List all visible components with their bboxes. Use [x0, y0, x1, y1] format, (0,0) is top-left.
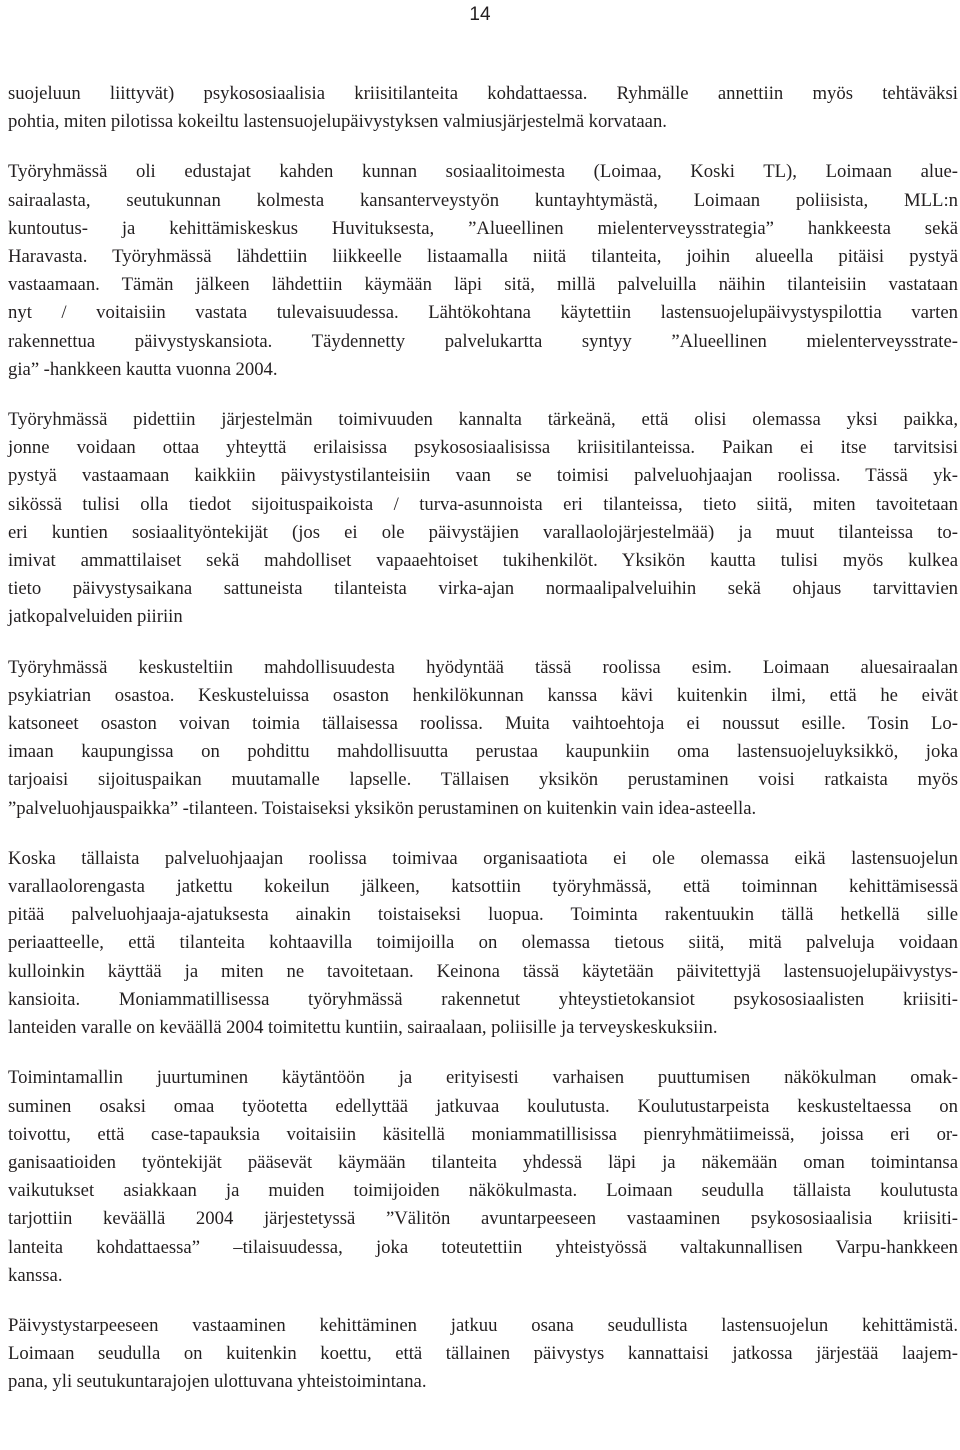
text-line: jonne voidaan ottaa yhteyttä erilaisissa psykososiaalisissa kriisitilanteissa. Paikan ei itse tarvitsisi	[8, 437, 958, 459]
text-line: gia” -hankkeen kautta vuonna 2004.	[8, 358, 278, 380]
text-line: Toimintamallin juurtuminen käytäntöön ja erityisesti varhaisen puuttumisen näkökulman omak-	[8, 1067, 958, 1089]
text-line: suojeluun liittyvät) psykososiaalisia kriisitilanteita kohdattaessa. Ryhmälle annettiin myös tehtäväksi	[8, 83, 958, 104]
text-line: Haravasta. Työryhmässä lähdettiin liikkeelle listaamalla niitä tilanteita, joihin alueella pitäisi pystyä	[8, 246, 958, 268]
text-line: ”palveluohjauspaikka” -tilanteen. Toistaiseksi yksikön perustaminen on kuitenkin vain idea-asteella.	[8, 797, 757, 819]
text-line: Päivystystarpeeseen vastaaminen kehittäminen jatkuu osana seudullista lastensuojelun kehittämistä.	[8, 1314, 958, 1336]
text-line: eri kuntien sosiaalityöntekijät (jos ei ole päivystäjien varallaolojärjestelmää) ja muut tilanteissa to-	[8, 521, 958, 543]
text-line: Työryhmässä keskusteltiin mahdollisuudesta hyödyntää tässä roolissa esim. Loimaan aluesairaalan	[8, 656, 958, 678]
paragraph-working-group-members	[8, 158, 958, 384]
text-line: vaikutukset asiakkaan ja muiden toimijoiden näkökulmasta. Loimaan seudulla tällaista koulutusta	[8, 1180, 958, 1202]
text-line: pohtia, miten pilotissa kokeiltu lastensuojelupäivystyksen valmiusjärjestelmä korvataan.	[8, 111, 667, 133]
text-line: varallaolorengasta jatkettu kokeilun jälkeen, katsottiin työryhmässä, että toiminnan kehittämisessä	[8, 876, 958, 898]
paragraph-single-contact-point	[8, 406, 958, 632]
paragraph-intro	[8, 80, 958, 136]
text-line: kulloinkin käyttää ja miten ne tavoitetaan. Keinona tässä käytetään päivitettyjä lastensuojelupäivystys-	[8, 960, 958, 982]
text-line: tarjoaisi sijoituspaikan muutamalle lapselle. Tällaisen yksikön perustaminen voisi ratkaista myös	[8, 769, 958, 791]
text-line: vastaamaan. Tämän jälkeen lähdettiin käymään läpi sitä, millä palveluilla näihin tilanteisiin vastataan	[8, 274, 958, 296]
text-line: imivat ammattilaiset sekä mahdolliset vapaaehtoiset tukihenkilöt. Yksikön kautta tulisi myös kulkea	[8, 550, 958, 572]
paragraph-contact-folders	[8, 845, 958, 1042]
text-line: nyt / voitaisiin vastata tulevaisuudessa. Lähtökohtana käytettiin lastensuojelupäivystyspilottia varten	[8, 302, 958, 324]
text-line: kansioita. Moniammatillisessa työryhmässä rakennetut yhteystietokansiot psykososiaalisten kriisiti-	[8, 988, 958, 1010]
page-body	[8, 80, 958, 1419]
text-line: Työryhmässä oli edustajat kahden kunnan sosiaalitoimesta (Loimaa, Koski TL), Loimaan alue-	[8, 161, 958, 183]
text-line: sairaalasta, seutukunnan kolmesta kansanterveystyön kuntayhtymästä, Loimaan poliisista, MLL:n	[8, 189, 958, 211]
paragraph-psychiatric-ward	[8, 654, 958, 823]
text-line: Työryhmässä pidettiin järjestelmän toimivuuden kannalta tärkeänä, että olisi olemassa yksi paikka,	[8, 409, 958, 431]
page-number: 14	[469, 4, 491, 25]
text-line: Koska tällaista palveluohjaajan roolissa toimivaa organisaatiota ei ole olemassa eikä lastensuojelun	[8, 847, 958, 869]
text-line: tieto päivystysaikana sattuneista tilanteista virka-ajan normaalipalveluihin sekä ohjaus tarvittavien	[8, 578, 958, 600]
text-line: sikössä tulisi olla tiedot sijoituspaikoista / turva-asunnoista eri tilanteissa, tieto siitä, miten tavoitetaan	[8, 493, 958, 515]
text-line: kuntoutus- ja kehittämiskeskus Huvituksesta, ”Alueellinen mielenterveysstrategia” hankkeesta sekä	[8, 217, 958, 239]
text-line: Loimaan seudulla on kuitenkin koettu, että tällainen päivystys kannattaisi jatkossa järjestää laajem-	[8, 1343, 958, 1365]
text-line: toivottu, että case-tapauksia voitaisiin käsitellä moniammatillisissa pienryhmätiimeissä, joissa eri or-	[8, 1123, 958, 1145]
paragraph-regional-development	[8, 1312, 958, 1397]
text-line: psykiatrian osastoa. Keskusteluissa osaston henkilökunnan kanssa kävi kuitenkin ilmi, että he eivät	[8, 684, 958, 706]
text-line: lanteita kohdattaessa” –tilaisuudessa, joka toteutettiin yhteistyössä valtakunnallisen Varpu-hankkeen	[8, 1236, 958, 1258]
text-line: rakennettua päivystyskansiota. Täydennetty palvelukartta syntyy ”Alueellinen mielenterveysstrate-	[8, 330, 958, 352]
text-line: suminen osaksi omaa työotetta edellyttää jatkuvaa koulutusta. Koulutustarpeista keskusteltaessa on	[8, 1095, 958, 1117]
text-line: imaan kaupungissa on pohdittu mahdollisuutta perustaa kaupunkiin oma lastensuojeluyksikkö, joka	[8, 741, 958, 763]
text-line: pana, yli seutukuntarajojen ulottuvana yhteistoimintana.	[8, 1371, 427, 1393]
text-line: pystyä vastaamaan kaikkiin päivystystilanteisiin vaan se toimisi palveluohjaajan roolissa. Tässä yk-	[8, 465, 958, 487]
text-line: periaatteelle, että tilanteita kohtaavilla toimijoilla on olemassa tietous siitä, mitä palveluja voidaan	[8, 932, 958, 954]
text-line: pitää palveluohjaaja-ajatuksesta ainakin toistaiseksi luopua. Toiminta rakentuukin tällä hetkellä sille	[8, 904, 958, 926]
text-line: jatkopalveluiden piiriin	[8, 606, 183, 628]
text-line: tarjottiin keväällä 2004 järjestetyssä ”Välitön avuntarpeeseen vastaaminen psykososiaalisia kriisiti-	[8, 1208, 958, 1230]
text-line: katsoneet osaston voivan toimia tällaisessa roolissa. Muita vaihtoehtoja ei noussut esille. Tosin Lo-	[8, 713, 958, 735]
text-line: kanssa.	[8, 1264, 63, 1286]
paragraph-training	[8, 1064, 958, 1290]
text-line: lanteiden varalle on keväällä 2004 toimitettu kuntiin, sairaalaan, poliisille ja terveyskeskuksiin.	[8, 1017, 718, 1039]
text-line: ganisaatioiden työntekijät pääsevät käymään tilanteita yhdessä läpi ja näkemään oman toimintansa	[8, 1151, 958, 1173]
